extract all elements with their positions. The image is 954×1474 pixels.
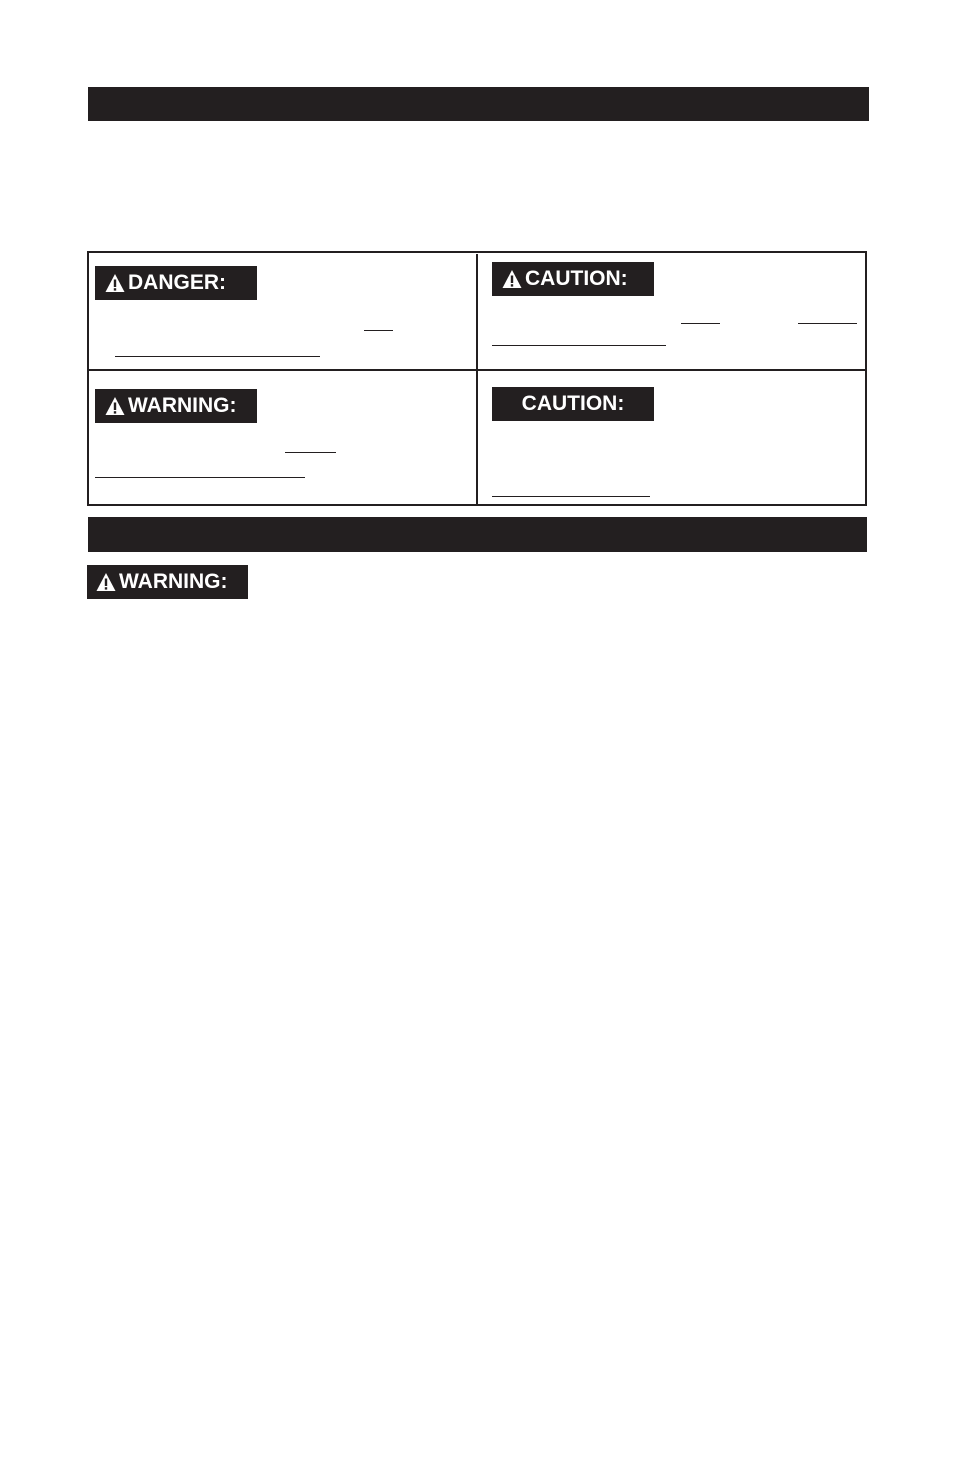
danger-underline-2 <box>115 356 320 357</box>
warning-triangle-icon <box>105 273 125 293</box>
caution-plain-label: CAUTION: <box>521 392 625 415</box>
caution-underline-2 <box>798 323 857 324</box>
warning-triangle-icon <box>96 572 116 592</box>
warning-label: WARNING: <box>128 394 237 417</box>
section-header-bar-1 <box>88 87 869 121</box>
warning-triangle-icon <box>105 396 125 416</box>
caution-alert-badge <box>492 262 654 296</box>
table-divider-vertical <box>476 254 478 506</box>
danger-badge <box>95 266 257 300</box>
caution-underline-1 <box>681 323 720 324</box>
warning-triangle-icon <box>502 269 522 289</box>
caution-plain-underline <box>492 496 650 497</box>
section-warning-badge <box>87 565 248 599</box>
table-divider-horizontal <box>89 369 865 371</box>
danger-underline-1 <box>364 330 393 331</box>
section-header-bar-2 <box>88 517 867 552</box>
caution-plain-badge <box>492 387 654 421</box>
danger-label: DANGER: <box>128 271 226 294</box>
warning-underline-1 <box>285 452 336 453</box>
caution-underline-3 <box>492 345 666 346</box>
warning-underline-2 <box>95 477 305 478</box>
caution-alert-label: CAUTION: <box>525 267 628 290</box>
warning-badge <box>95 389 257 423</box>
section-warning-label: WARNING: <box>119 570 228 593</box>
